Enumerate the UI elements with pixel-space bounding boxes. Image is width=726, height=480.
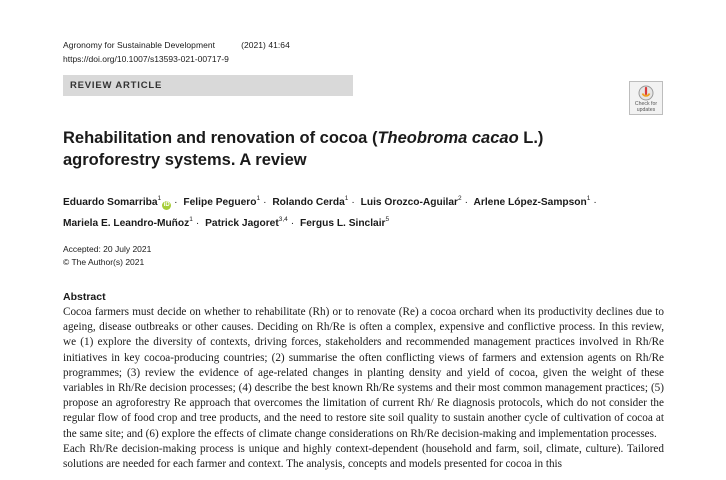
check-updates-icon bbox=[638, 85, 654, 101]
doi-link[interactable]: https://doi.org/10.1007/s13593-021-00717-9 bbox=[63, 54, 229, 64]
author-list: Eduardo Somarriba$^1$iD · Felipe Peguero$^1$ · Rolando Cerda$^1$ · Luis Orozco-Aguilar$^2$ · Arlene López-Sampson$^1$ · Mariela E. Leandro-Muñoz$^1$ · Patrick Jagoret$^{3,4}$ · Fergus L. Sinclair$^5$ bbox=[63, 195, 597, 229]
author[interactable]: Arlene López-Sampson$^1$ bbox=[473, 195, 591, 208]
author[interactable]: Eduardo Somarriba$^1$iD bbox=[63, 195, 170, 208]
article-title bbox=[63, 127, 623, 171]
year-volume: (2021) 41:64 bbox=[241, 40, 290, 50]
journal-title: Agronomy for Sustainable Development bbox=[63, 40, 216, 50]
orcid-icon[interactable]: iD bbox=[163, 202, 170, 208]
author[interactable]: Felipe Peguero$^1$ bbox=[183, 195, 261, 208]
article-type-label: REVIEW ARTICLE bbox=[70, 80, 163, 91]
accepted-date: Accepted: 20 July 2021 bbox=[63, 244, 152, 254]
title-species: Theobroma cacao bbox=[377, 129, 519, 147]
abstract-heading: Abstract bbox=[63, 291, 106, 303]
author[interactable]: Fergus L. Sinclair$^5$ bbox=[300, 216, 390, 229]
author[interactable]: Luis Orozco-Aguilar$^2$ bbox=[360, 195, 462, 208]
abstract-paragraph: Cocoa farmers must decide on whether to rehabilitate (Rh) or to renovate (Re) a cocoa orchard when its productivity declines due to ageing, disease outbreaks or other causes. Deciding on Rh/Re is often a complex, expensive and conflictive process. In this review, we (1) explore the diversity of contexts, driving forces, stakeholders and recommended management practices involved in Rh/Re initiatives in key cocoa-producing countries; (2) summarise the often conflicting views of farmers and extension agents on Rh/Re programmes; (3) review the evidence of age-related changes in planting density and yield of cocoa, given the weight of these variables in Rh/Re decision processes; (4) describe the best known Rh/Re systems and their most common management practices; (5) propose an agroforestry Re approach that overcomes the limitation of current Rh/ Re diagnosis protocols, which do not consider the regular flow of food crop and tree products, and the need to restore site soil quality to sustain another cycle of cultivation of cocoa at the same site; and (6) explore the effects of climate change considerations on Rh/Re decision-making and implementation processes. bbox=[63, 306, 664, 440]
check-updates-line2: updates bbox=[636, 106, 656, 113]
author[interactable]: Patrick Jagoret$^{3,4}$ bbox=[205, 216, 288, 229]
title-part2: L.) agroforestry systems. A review bbox=[63, 129, 544, 169]
journal-name bbox=[63, 40, 290, 50]
author[interactable]: Mariela E. Leandro-Muñoz$^1$ bbox=[63, 216, 193, 229]
author[interactable]: Rolando Cerda$^1$ bbox=[272, 195, 349, 208]
title-part1: Rehabilitation and renovation of cocoa ( bbox=[63, 129, 378, 147]
article-type-banner bbox=[63, 75, 353, 96]
abstract-body bbox=[63, 305, 664, 472]
abstract-paragraph: Each Rh/Re decision-making process is unique and highly context-dependent (household and farm, soil, climate, culture). Tailored solutions are needed for each farmer and context. The analysis, concepts and models presented for cocoa in this bbox=[63, 442, 664, 471]
check-for-updates-button[interactable] bbox=[629, 81, 663, 115]
check-updates-line1: Check for bbox=[634, 101, 658, 107]
copyright-notice: © The Author(s) 2021 bbox=[63, 257, 145, 267]
